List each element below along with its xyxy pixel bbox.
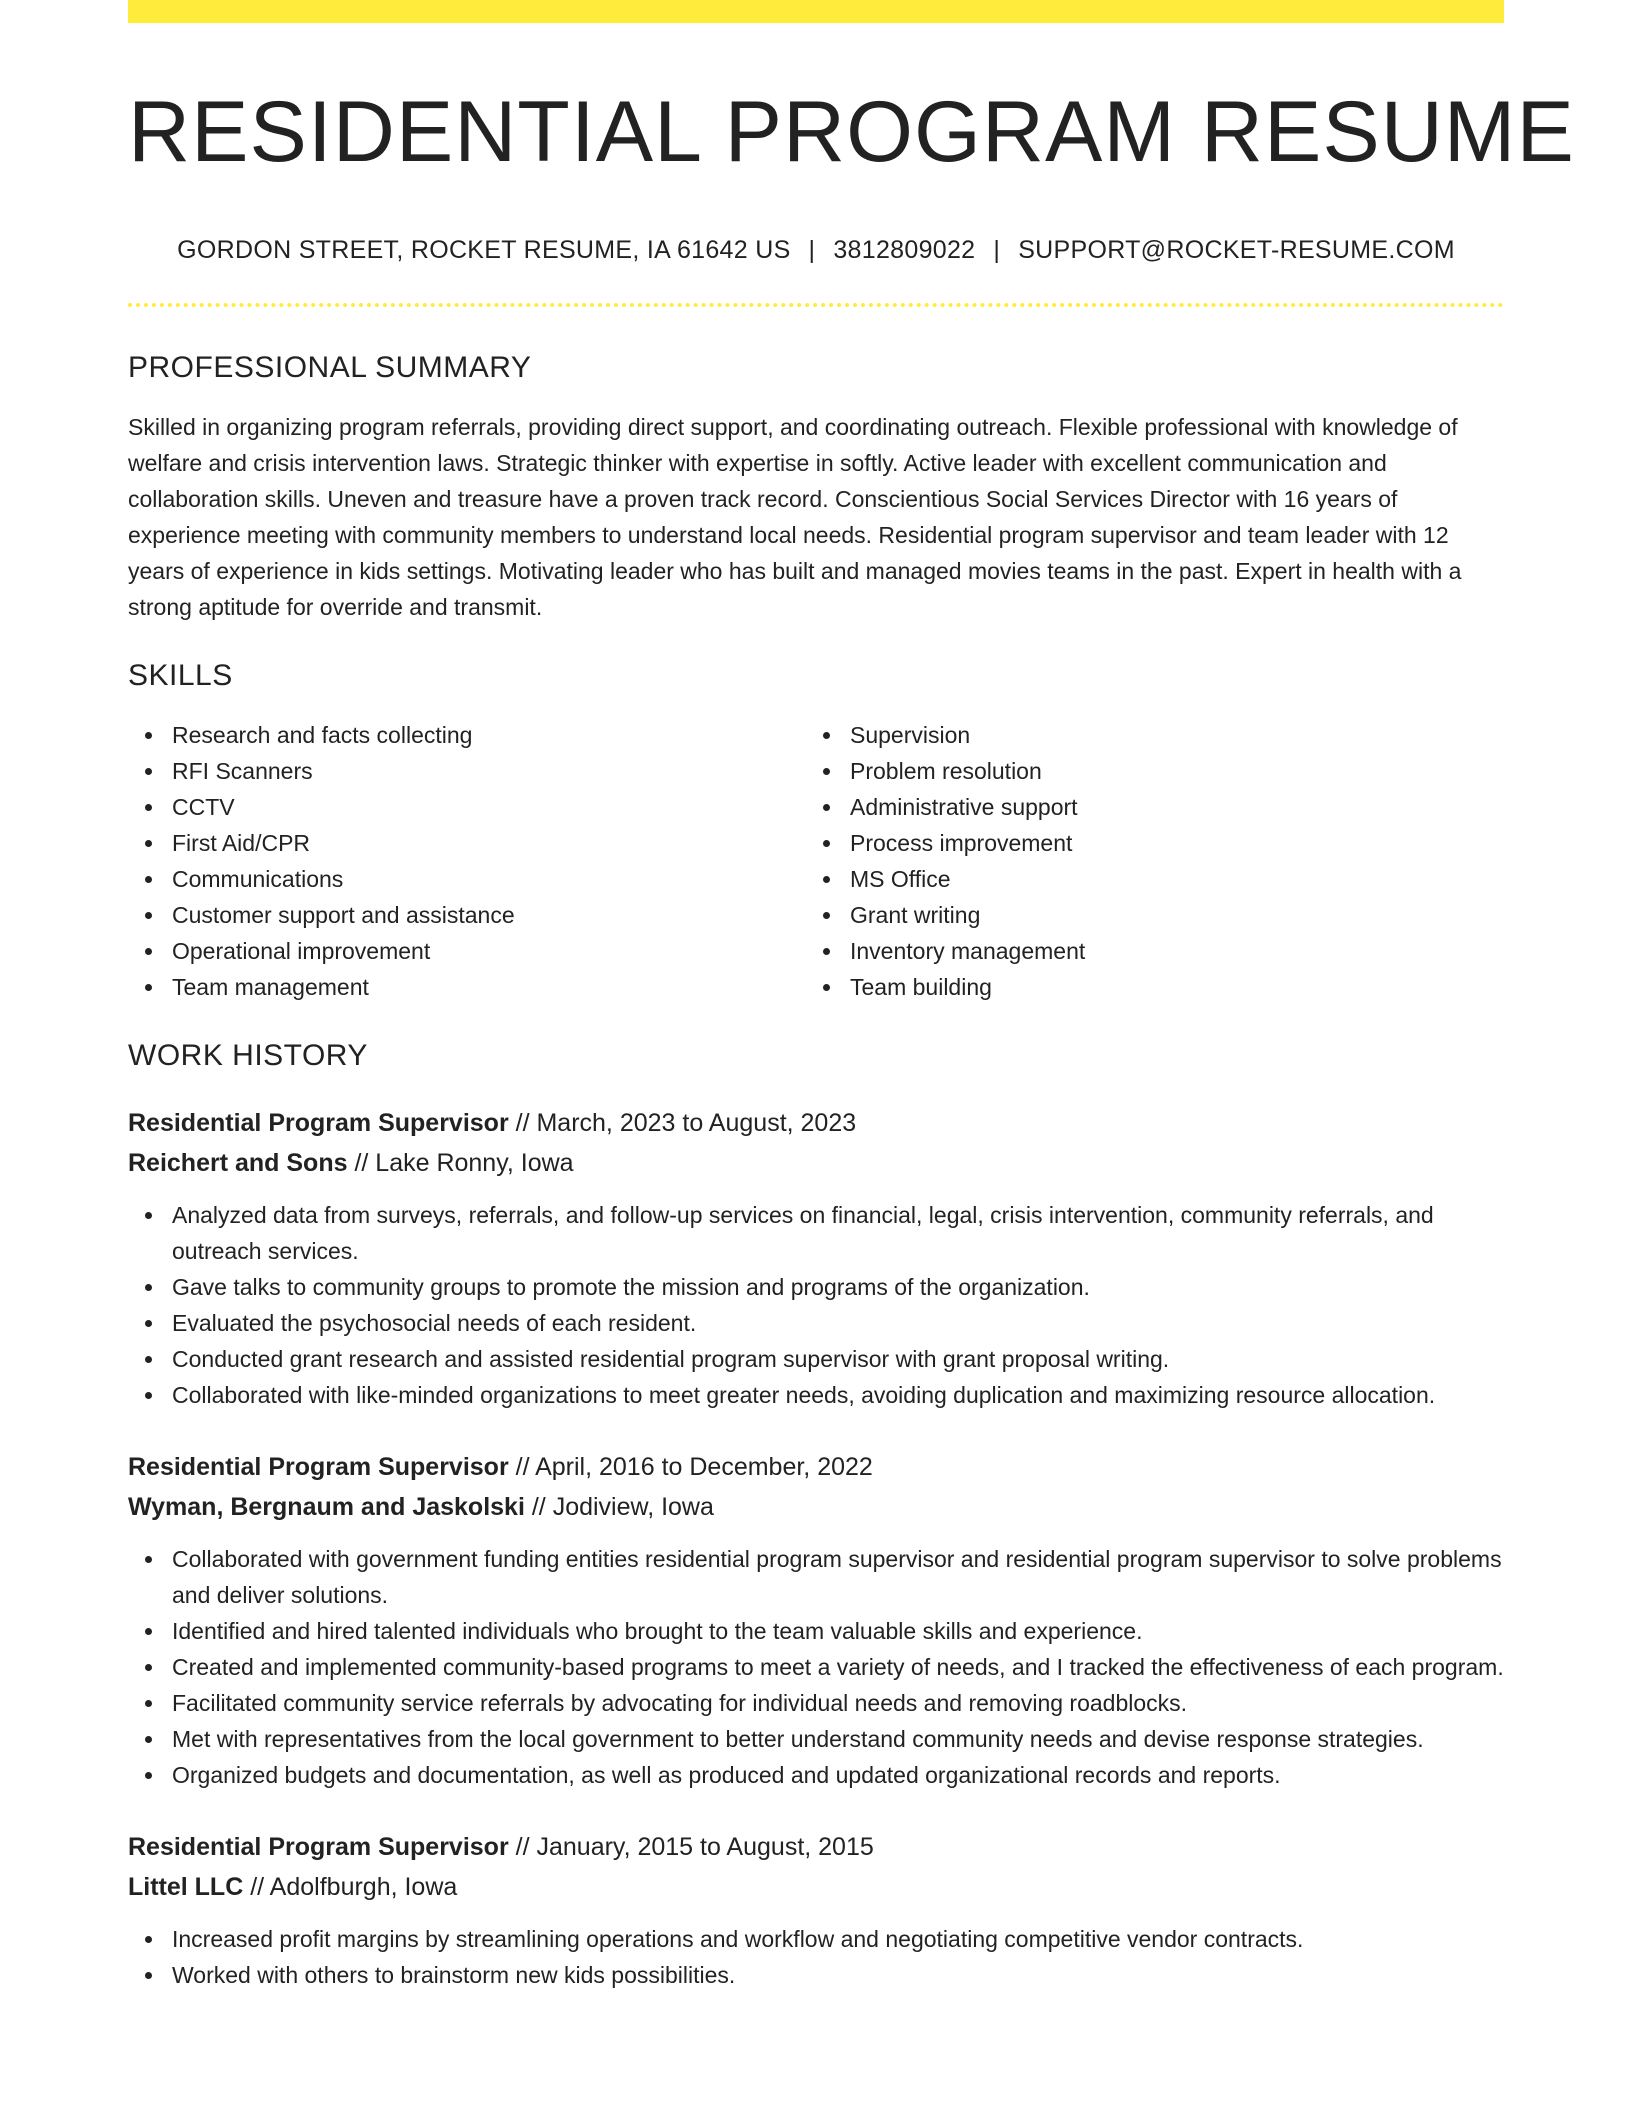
job-company: Reichert and Sons [128,1149,348,1178]
skill-item: Inventory management [850,933,1484,969]
skill-item: Operational improvement [172,933,806,969]
resume-title: RESIDENTIAL PROGRAM RESUME [128,84,1575,180]
job-dates: // January, 2015 to August, 2015 [515,1833,874,1862]
skill-item: First Aid/CPR [172,825,806,861]
duty-item: Met with representatives from the local government to better understand community needs and devise response strategies. [172,1721,1504,1757]
contact-separator: | [993,236,1001,265]
duty-item: Increased profit margins by streamlining operations and workflow and negotiating competitive vendor contracts. [172,1921,1504,1957]
job-duties [128,1197,1504,1413]
job-company-line [128,1143,1504,1183]
work-history-heading: WORK HISTORY [128,1039,368,1073]
skill-item: Team management [172,969,806,1005]
duty-item: Gave talks to community groups to promote the mission and programs of the organization. [172,1269,1504,1305]
skill-item: Grant writing [850,897,1484,933]
skills-heading: SKILLS [128,659,233,693]
job-title-line [128,1103,1504,1143]
skills-list [128,717,1504,1005]
job-dates: // March, 2023 to August, 2023 [515,1109,857,1138]
summary-text: Skilled in organizing program referrals, providing direct support, and coordinating outreach. Flexible professional with knowledge of welfare and crisis intervention laws. Strategic thinker with expertise in softly. Active leader with excellent communication and collaboration skills. Uneven and treasure have a proven track record. Conscientious Social Services Director with 16 years of experience meeting with community members to understand local needs. Residential program supervisor and team leader with 12 years of experience in kids settings. Motivating leader who has built and managed movies teams in the past. Expert in health with a strong aptitude for override and transmit. [128,414,1462,621]
job-company: Wyman, Bergnaum and Jaskolski [128,1493,525,1522]
skills-column-right [806,717,1484,1005]
duty-item: Collaborated with like-minded organizations to meet greater needs, avoiding duplication and maximizing resource allocation. [172,1377,1504,1413]
job-location: // Lake Ronny, Iowa [354,1149,574,1178]
contact-address: GORDON STREET, ROCKET RESUME, IA 61642 US [177,236,791,265]
skills-column-left [128,717,806,1005]
job-entry [128,1447,1504,1793]
duty-item: Created and implemented community-based programs to meet a variety of needs, and I tracked the effectiveness of each program. [172,1649,1504,1685]
job-dates: // April, 2016 to December, 2022 [515,1453,873,1482]
job-duties [128,1921,1504,1993]
job-location: // Jodiview, Iowa [531,1493,714,1522]
job-company-line [128,1867,1504,1907]
job-entry [128,1827,1504,1993]
skill-item: Supervision [850,717,1484,753]
skill-item: Problem resolution [850,753,1484,789]
job-title-line [128,1447,1504,1487]
summary-heading: PROFESSIONAL SUMMARY [128,351,532,385]
job-title: Residential Program Supervisor [128,1453,509,1482]
job-duties [128,1541,1504,1793]
job-company-line [128,1487,1504,1527]
job-title: Residential Program Supervisor [128,1833,509,1862]
job-title: Residential Program Supervisor [128,1109,509,1138]
duty-item: Organized budgets and documentation, as well as produced and updated organizational records and reports. [172,1757,1504,1793]
job-title-line [128,1827,1504,1867]
dotted-divider [128,303,1504,307]
duty-item: Conducted grant research and assisted residential program supervisor with grant proposal writing. [172,1341,1504,1377]
contact-phone: 3812809022 [833,236,976,265]
skill-item: RFI Scanners [172,753,806,789]
skill-item: Process improvement [850,825,1484,861]
accent-top-bar [128,0,1504,23]
skill-item: Research and facts collecting [172,717,806,753]
skill-item: Team building [850,969,1484,1005]
skill-item: MS Office [850,861,1484,897]
duty-item: Collaborated with government funding entities residential program supervisor and residential program supervisor to solve problems and deliver solutions. [172,1541,1504,1613]
contact-email: SUPPORT@ROCKET-RESUME.COM [1018,236,1455,265]
resume-page [128,0,1575,1993]
job-location: // Adolfburgh, Iowa [250,1873,458,1902]
duty-item: Evaluated the psychosocial needs of each resident. [172,1305,1504,1341]
duty-item: Worked with others to brainstorm new kids possibilities. [172,1957,1504,1993]
skill-item: Customer support and assistance [172,897,806,933]
skill-item: CCTV [172,789,806,825]
skill-item: Administrative support [850,789,1484,825]
duty-item: Analyzed data from surveys, referrals, and follow-up services on financial, legal, crisis intervention, community referrals, and outreach services. [172,1197,1504,1269]
contact-separator: | [808,236,816,265]
contact-line [128,236,1504,265]
job-company: Littel LLC [128,1873,244,1902]
duty-item: Facilitated community service referrals by advocating for individual needs and removing roadblocks. [172,1685,1504,1721]
job-entry [128,1103,1504,1413]
duty-item: Identified and hired talented individuals who brought to the team valuable skills and experience. [172,1613,1504,1649]
skill-item: Communications [172,861,806,897]
